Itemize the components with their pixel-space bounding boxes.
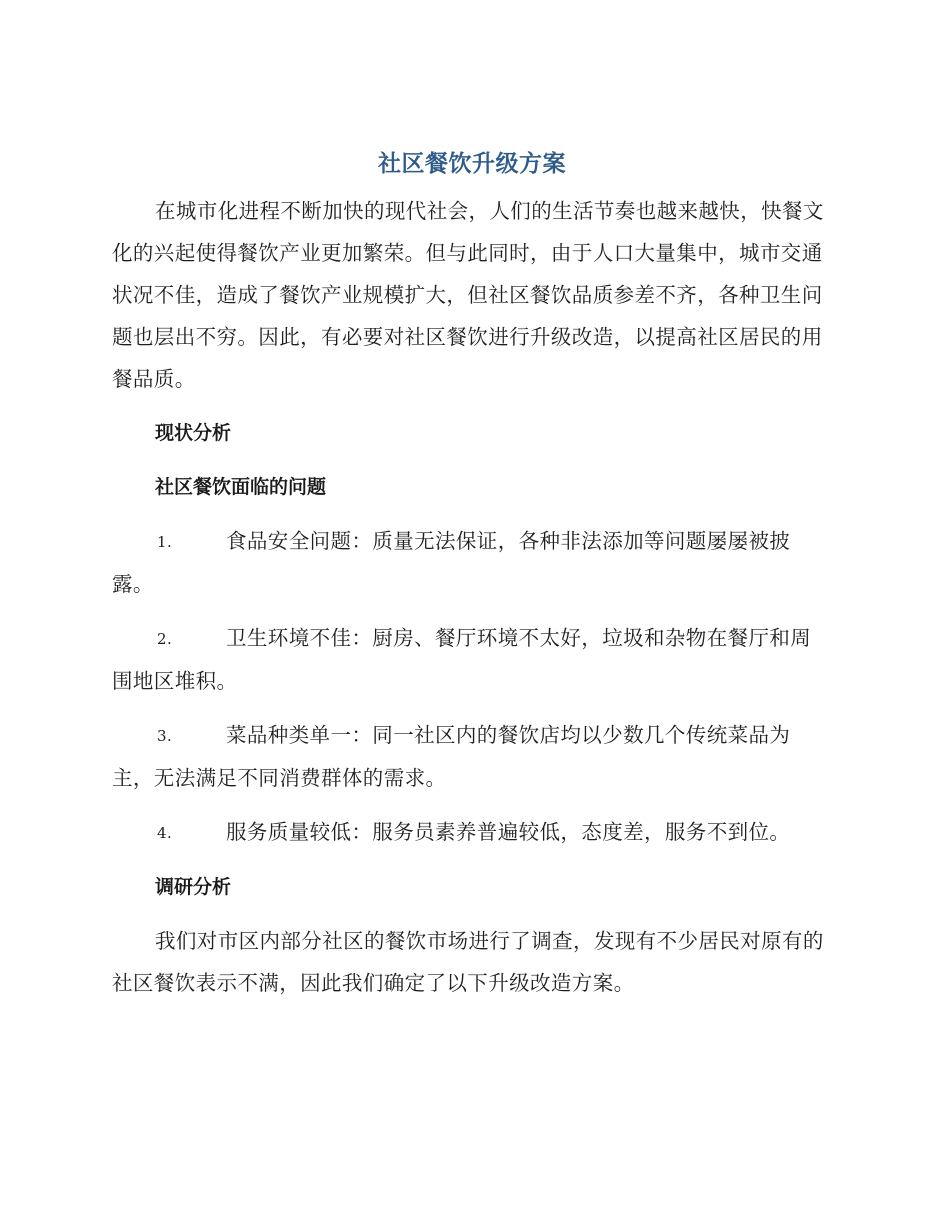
- problem-item: [112, 811, 832, 854]
- list-item-text: 卫生环境不佳：厨房、餐厅环境不太好，垃圾和杂物在餐厅和周围地区堆积。: [112, 626, 812, 693]
- problem-item: [112, 617, 832, 702]
- list-number: 1.: [157, 533, 173, 551]
- list-number: 2.: [157, 630, 173, 648]
- document-page: [112, 148, 832, 1004]
- intro-paragraph: 在城市化进程不断加快的现代社会，人们的生活节奏也越来越快，快餐文化的兴起使得餐饮产业更加繁荣。但与此同时，由于人口大量集中，城市交通状况不佳，造成了餐饮产业规模扩大，但社区餐饮品质参差不齐，各种卫生问题也层出不穷。因此，有必要对社区餐饮进行升级改造，以提高社区居民的用餐品质。: [112, 199, 824, 391]
- list-item-text: 菜品种类单一：同一社区内的餐饮店均以少数几个传统菜品为主，无法满足不同消费群体的需求。: [112, 723, 791, 790]
- problem-item: [112, 520, 832, 605]
- section-heading-research-analysis: 调研分析: [155, 876, 232, 898]
- list-number: 3.: [157, 727, 173, 745]
- document-title: 社区餐饮升级方案: [378, 151, 566, 177]
- section-heading-status-analysis: 现状分析: [155, 422, 232, 444]
- list-item-text: 服务质量较低：服务员素养普遍较低，态度差，服务不到位。: [226, 820, 791, 844]
- subheading-problems: 社区餐饮面临的问题: [155, 476, 327, 498]
- research-paragraph: 我们对市区内部分社区的餐饮市场进行了调查，发现有不少居民对原有的社区餐饮表示不满，因此我们确定了以下升级改造方案。: [112, 929, 824, 995]
- list-number: 4.: [157, 824, 173, 842]
- problem-item: [112, 714, 832, 799]
- list-item-text: 食品安全问题：质量无法保证，各种非法添加等问题屡屡被披露。: [112, 529, 791, 596]
